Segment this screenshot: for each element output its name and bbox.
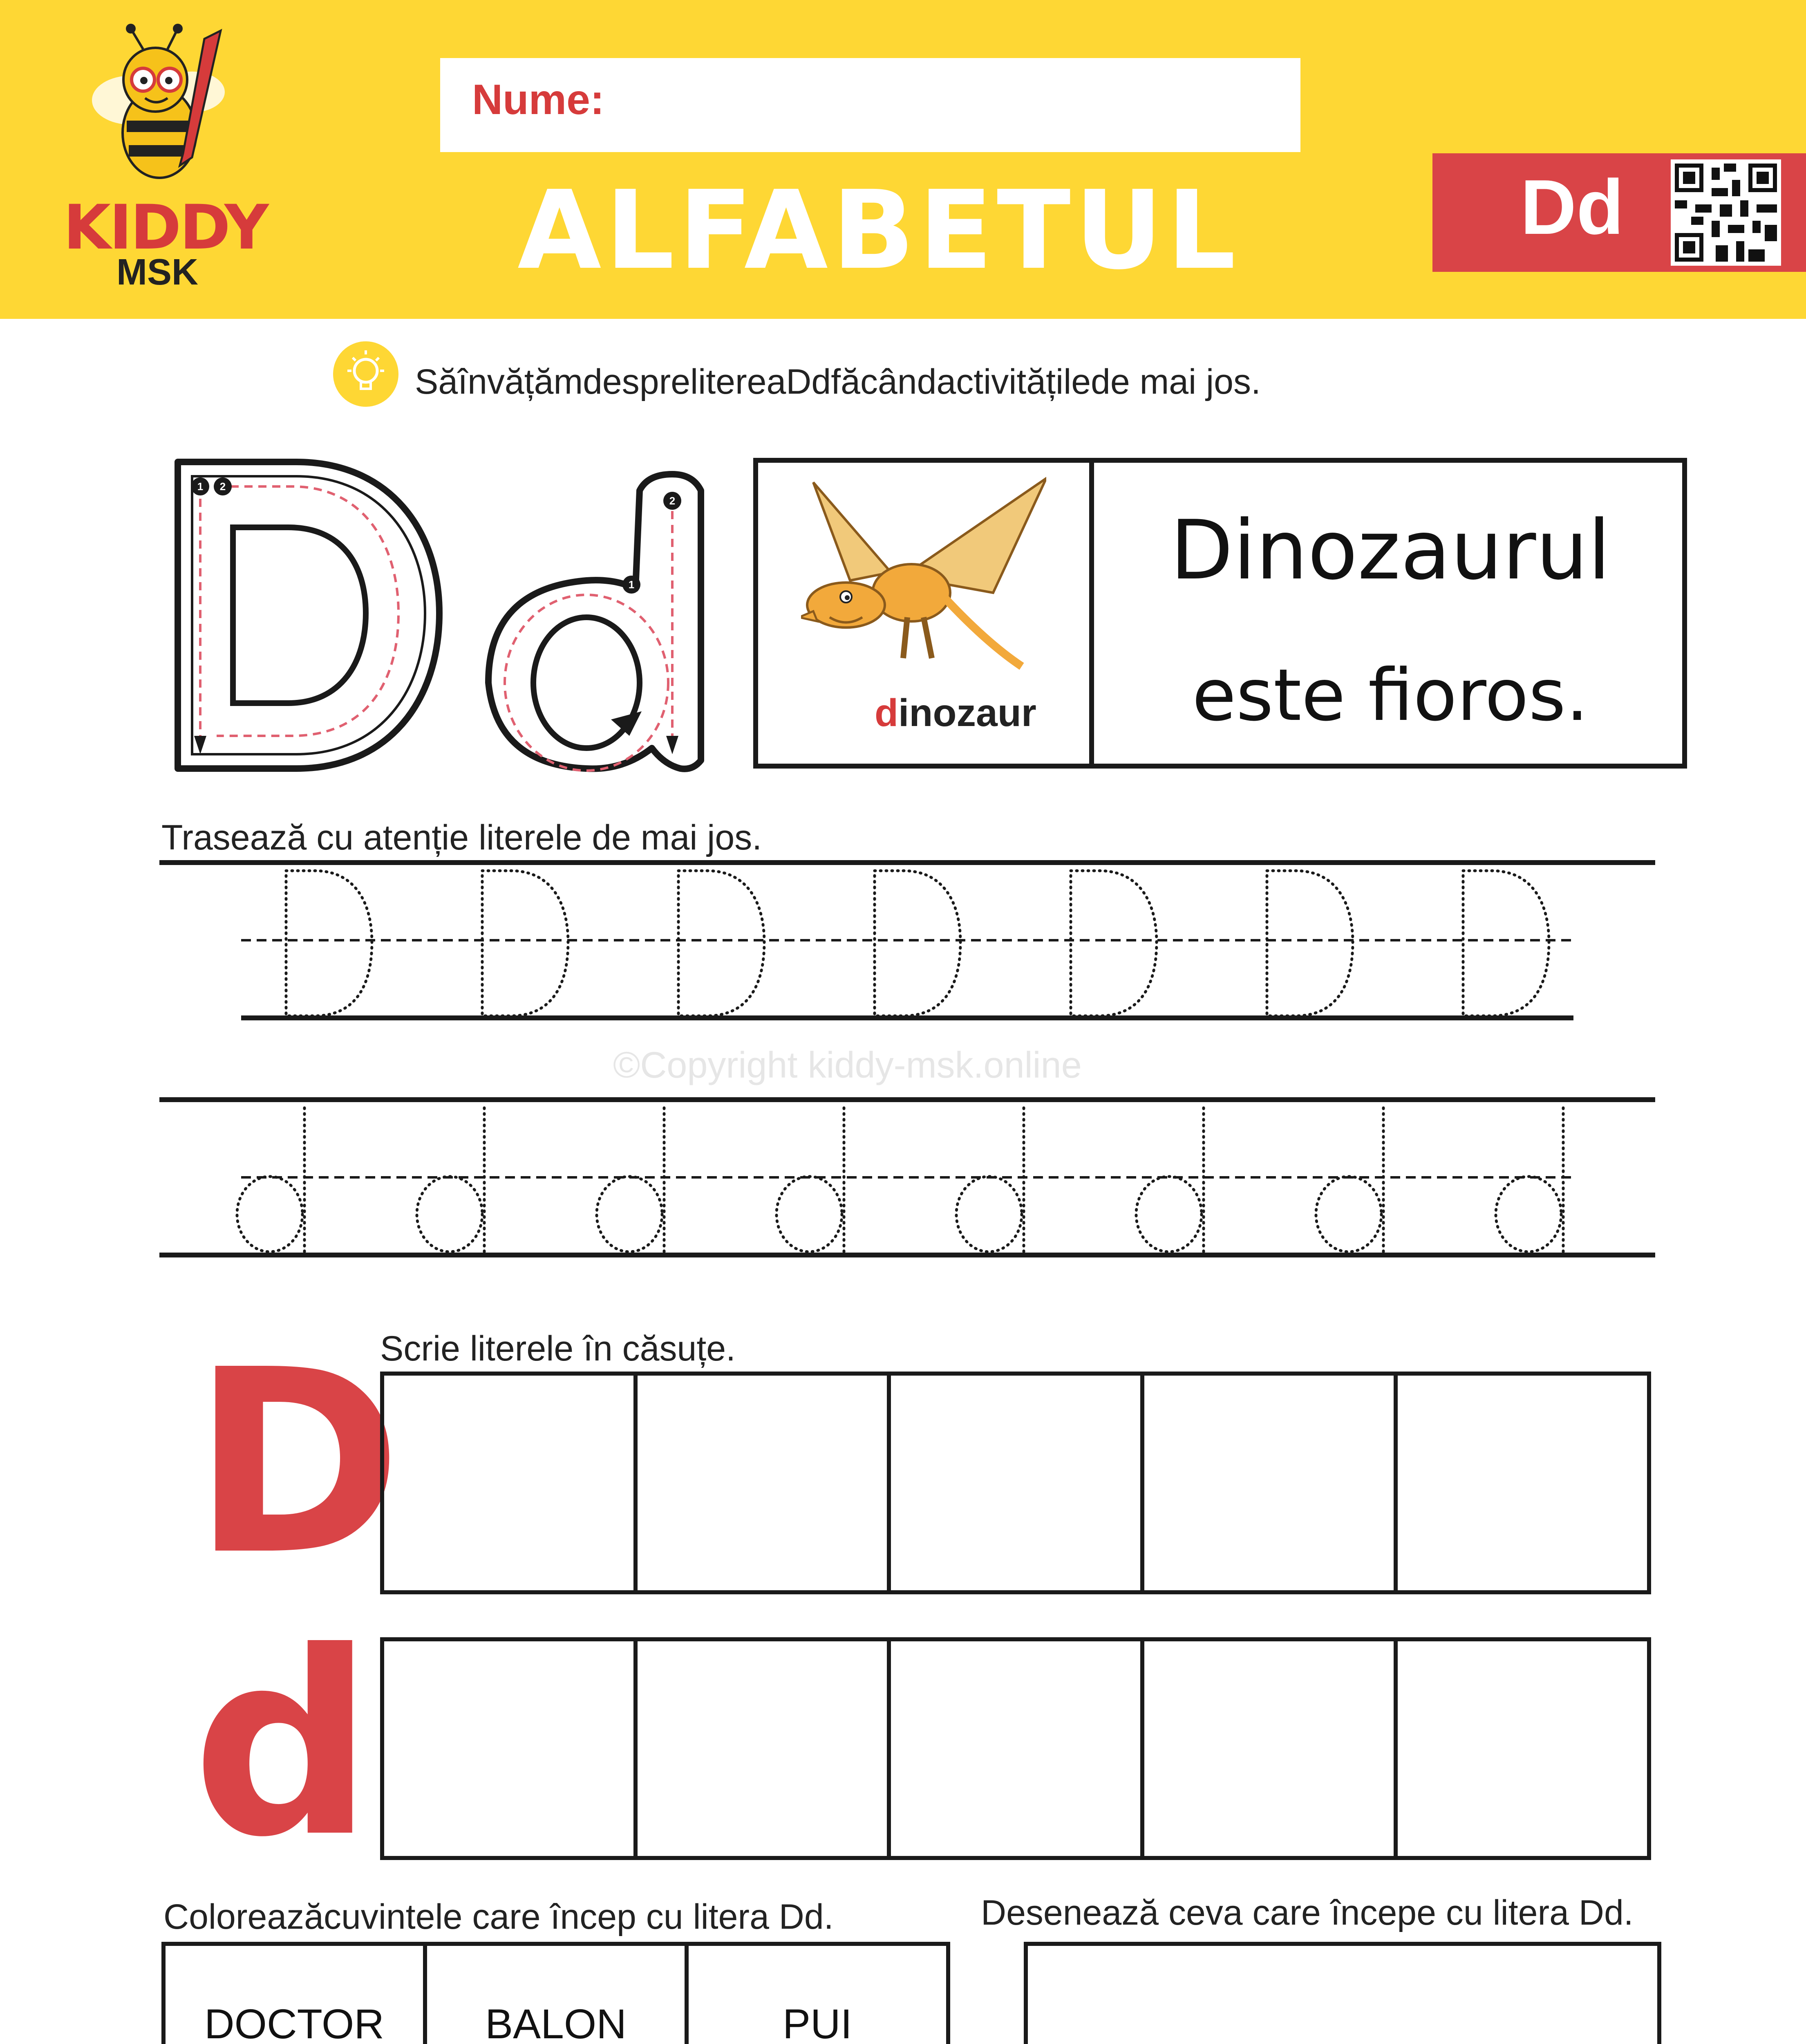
page-title: ALFABETUL	[517, 168, 1240, 294]
trace-letter-lower[interactable]	[777, 1108, 844, 1253]
tracing-row-upper	[159, 863, 1655, 1018]
bee-mascot-icon	[69, 22, 249, 194]
trace-letter-upper[interactable]	[875, 871, 960, 1016]
picture-word-first-letter: d	[875, 691, 899, 735]
name-label: Nume:	[472, 76, 604, 123]
trace-letter-upper[interactable]	[482, 871, 568, 1016]
lightbulb-icon	[333, 341, 398, 407]
writing-label: Scrie literele în căsuțe.	[380, 1329, 736, 1368]
word-cell[interactable]: DOCTOR	[163, 1944, 425, 2044]
writing-box[interactable]	[1144, 1641, 1398, 1856]
word-cell[interactable]: BALON	[425, 1944, 687, 2044]
drawing-label: Desenează ceva care începe cu litera Dd.	[981, 1893, 1634, 1932]
picture-word	[875, 691, 1036, 735]
word-cell[interactable]: PUI	[687, 1944, 948, 2044]
writing-box[interactable]	[638, 1641, 891, 1856]
trace-letter-upper[interactable]	[1463, 871, 1549, 1016]
trace-letter-lower[interactable]	[597, 1108, 664, 1253]
svg-text:2: 2	[669, 495, 676, 507]
model-lowercase: d	[192, 1598, 374, 1893]
svg-text:1: 1	[628, 578, 635, 591]
svg-text:2: 2	[219, 480, 226, 493]
writing-row-upper	[380, 1372, 1651, 1594]
model-uppercase: D	[192, 1316, 403, 1611]
pterodactyl-illustration	[801, 470, 1046, 691]
logo-brand: KIDDY	[63, 192, 267, 263]
trace-letter-lower[interactable]	[417, 1108, 484, 1253]
coloring-word-table	[161, 1942, 950, 2044]
sentence-line-1: Dinozaurul	[1170, 503, 1611, 598]
writing-box[interactable]	[384, 1376, 638, 1590]
letter-stroke-guide	[161, 454, 713, 777]
picture-word-rest: inozaur	[898, 691, 1036, 735]
writing-box[interactable]	[891, 1376, 1144, 1590]
instruction-text: SăînvățămdesprelitereaDdfăcândactivitățilede mai jos.	[415, 362, 1261, 401]
qr-code-icon	[1671, 159, 1781, 266]
svg-text:1: 1	[197, 480, 204, 493]
trace-letter-lower[interactable]	[1316, 1108, 1383, 1253]
trace-letter-lower[interactable]	[237, 1108, 304, 1253]
table-row	[163, 1944, 948, 2044]
trace-letter-upper[interactable]	[1071, 871, 1157, 1016]
trace-letter-upper[interactable]	[1267, 871, 1353, 1016]
writing-box[interactable]	[1398, 1641, 1647, 1856]
trace-letter-lower[interactable]	[956, 1108, 1024, 1253]
coloring-label: Coloreazăcuvintele care încep cu litera Dd.	[163, 1897, 834, 1936]
picture-card-divider	[1089, 458, 1094, 769]
logo-sub: MSK	[116, 252, 198, 293]
drawing-area[interactable]	[1024, 1942, 1661, 2044]
watermark: ©Copyright kiddy-msk.online	[613, 1045, 1082, 1086]
tracing-row-lower	[159, 1100, 1655, 1255]
trace-letter-lower[interactable]	[1496, 1108, 1563, 1253]
writing-row-lower	[380, 1637, 1651, 1860]
writing-box[interactable]	[384, 1641, 638, 1856]
trace-letter-lower[interactable]	[1136, 1108, 1204, 1253]
writing-box[interactable]	[1398, 1376, 1647, 1590]
trace-letter-upper[interactable]	[678, 871, 764, 1016]
writing-box[interactable]	[891, 1641, 1144, 1856]
writing-box[interactable]	[638, 1376, 891, 1590]
trace-letter-upper[interactable]	[286, 871, 372, 1016]
tracing-label: Trasează cu atenție literele de mai jos.	[161, 818, 762, 857]
writing-box[interactable]	[1144, 1376, 1398, 1590]
sentence-line-2: este fioros.	[1192, 654, 1589, 737]
letter-badge-text: Dd	[1520, 164, 1624, 251]
